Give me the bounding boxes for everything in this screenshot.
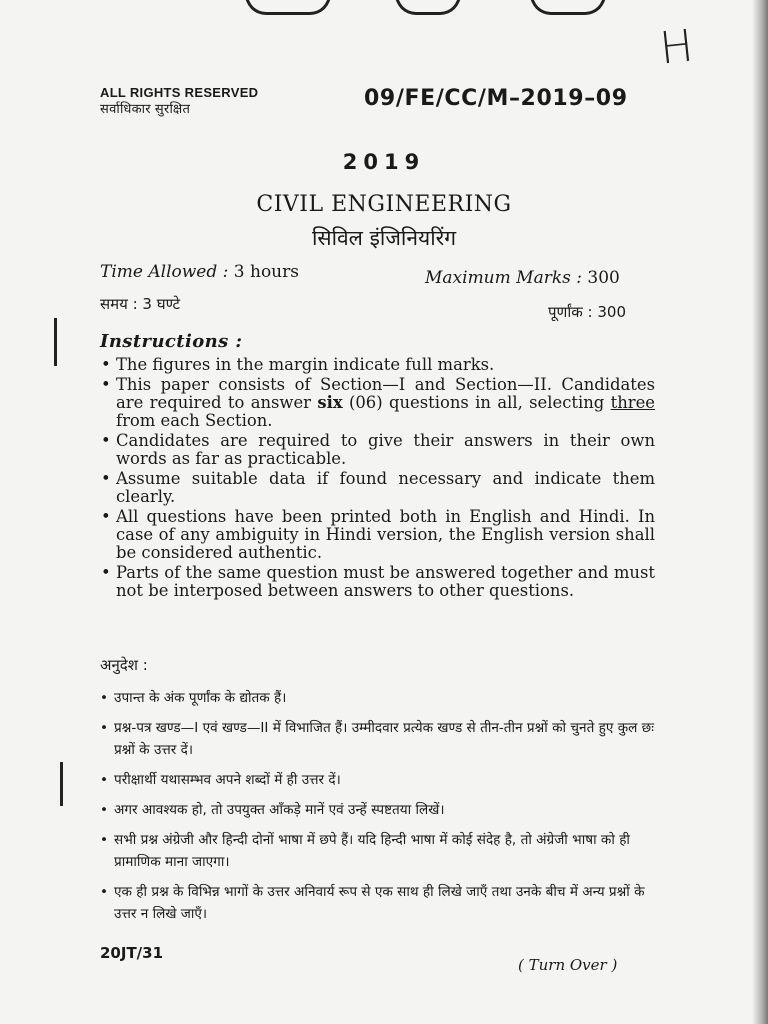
instructions-list-en	[100, 356, 655, 602]
instruction-text: Assume suitable data if found necessary and indicate them clearly.	[116, 469, 655, 506]
maximum-marks-hi: पूर्णांक : 300	[548, 303, 626, 321]
subject-title-hi: सिविल इंजिनियरिंग	[311, 226, 457, 250]
instructions-heading-hi: अनुदेश :	[100, 656, 148, 674]
rights-en: ALL RIGHTS RESERVED	[100, 85, 259, 100]
marks-value: 300	[587, 268, 620, 288]
instruction-underline: three	[610, 393, 656, 412]
instruction-item-hi: • एक ही प्रश्न के विभिन्न भागों के उत्तर अनिवार्य रूप से एक साथ ही लिखे जाएँ तथा उनके बीच में अन्य प्रश्नों के उत्तर न लिखे जाएँ।	[100, 881, 665, 925]
margin-tick	[54, 318, 57, 366]
time-value: 3 hours	[233, 262, 299, 282]
instructions-list-hi	[100, 687, 665, 933]
instruction-item	[100, 432, 655, 468]
instruction-item	[100, 376, 655, 430]
footer-code: 20JT/31	[100, 944, 164, 962]
instructions-heading: Instructions :	[100, 331, 243, 352]
time-allowed	[100, 262, 299, 282]
time-allowed-hi: समय : 3 घण्टे	[100, 295, 181, 313]
instruction-item-hi: • उपान्त के अंक पूर्णांक के द्योतक हैं।	[100, 687, 665, 709]
paper-code: 09/FE/CC/M–2019–09	[364, 86, 628, 111]
binding-mark	[245, 0, 331, 15]
instruction-text: Parts of the same question must be answered together and must not be interposed between answers to other questions.	[116, 563, 655, 600]
instruction-item-hi: • परीक्षार्थी यथासम्भव अपने शब्दों में ही उत्तर दें।	[100, 769, 665, 791]
instruction-text: This paper consists of Section—I and Section—II. Candidates are required to answer	[116, 375, 655, 412]
instruction-text: All questions have been printed both in English and Hindi. In case of any ambiguity in Hindi version, the English version shall be considered authentic.	[116, 507, 655, 562]
instruction-item-hi: • सभी प्रश्न अंग्रेजी और हिन्दी दोनों भाषा में छपे हैं। यदि हिन्दी भाषा में कोई संदेह है, तो अंग्रेजी भाषा को ही प्रामाणिक माना जाएगा।	[100, 829, 665, 873]
rights-hi: सर्वाधिकार सुरक्षित	[100, 101, 191, 116]
instruction-text: The figures in the margin indicate full marks.	[116, 355, 495, 374]
instruction-item	[100, 508, 655, 562]
instruction-text: (06) questions in all, selecting	[342, 393, 611, 412]
maximum-marks	[425, 268, 620, 288]
rights-notice	[100, 85, 258, 117]
time-label: Time Allowed :	[100, 262, 229, 282]
instruction-item-hi: • प्रश्न-पत्र खण्ड—I एवं खण्ड—II में विभाजित हैं। उम्मीदवार प्रत्येक खण्ड से तीन-तीन प्रश्नों को चुनते हुए कुल छः प्रश्नों के उत्तर दें।	[100, 717, 665, 761]
instruction-item	[100, 564, 655, 600]
instruction-item-hi: • अगर आवश्यक हो, तो उपयुक्त आँकड़े मानें एवं उन्हें स्पष्टतया लिखें।	[100, 799, 665, 821]
instruction-text: from each Section.	[116, 411, 273, 430]
instruction-item	[100, 356, 655, 374]
handwritten-mark: H	[657, 20, 696, 75]
margin-tick	[60, 762, 63, 806]
turn-over-note: ( Turn Over )	[518, 956, 618, 974]
subject-title-en: CIVIL ENGINEERING	[256, 192, 512, 217]
exam-year: 2019	[342, 150, 426, 174]
instruction-emphasis: six	[317, 393, 343, 412]
marks-label: Maximum Marks :	[425, 268, 582, 288]
instruction-text: Candidates are required to give their answers in their own words as far as practicable.	[116, 431, 655, 468]
instruction-item	[100, 470, 655, 506]
binding-mark	[530, 0, 606, 15]
binding-mark	[395, 0, 461, 15]
